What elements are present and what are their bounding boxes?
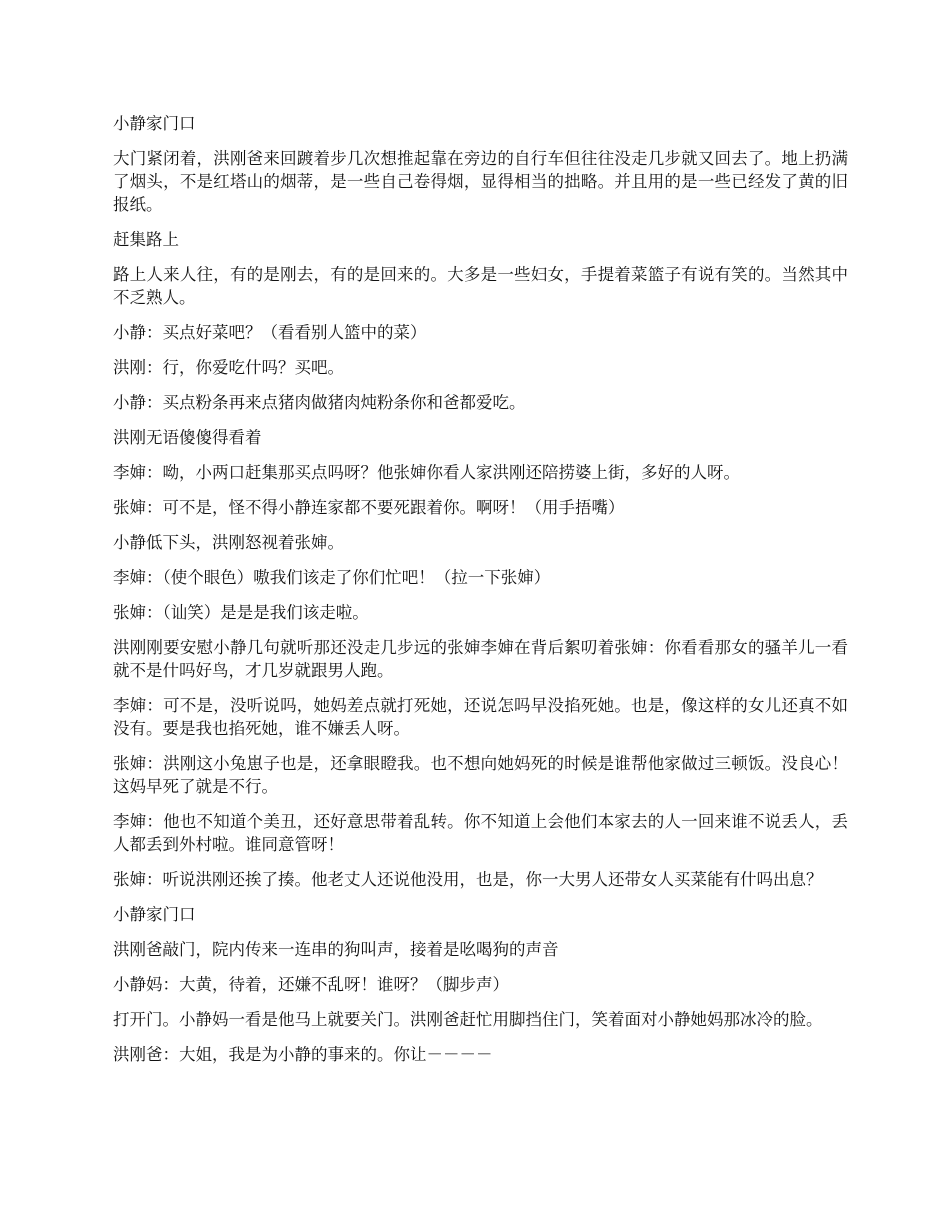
dialogue-line: 张婶：洪刚这小兔崽子也是，还拿眼瞪我。也不想向她妈死的时候是谁帮他家做过三顿饭。没良心！这妈早死了就是不行。	[113, 754, 848, 796]
dialogue-line: 李婶：（使个眼色）嗷我们该走了你们忙吧！（拉一下张婶）	[113, 568, 551, 587]
dialogue-line: 李婶：他也不知道个美丑，还好意思带着乱转。你不知道上会他们本家去的人一回来谁不说丢人，丢人都丢到外村啦。谁同意管呀！	[113, 812, 848, 854]
narration-paragraph: 打开门。小静妈一看是他马上就要关门。洪刚爸赶忙用脚挡住门，笑着面对小静她妈那冰冷的脸。	[113, 1010, 823, 1029]
dialogue-line: 小静：买点粉条再来点猪肉做猪肉炖粉条你和爸都爱吃。	[113, 393, 526, 412]
dialogue-line: 小静妈：大黄，待着，还嫌不乱呀！谁呀？（脚步声）	[113, 975, 509, 994]
narration-paragraph: 洪刚无语傻傻得看着	[113, 428, 262, 447]
dialogue-line: 张婶：（讪笑）是是是我们该走啦。	[113, 603, 369, 622]
document-page	[113, 112, 848, 1078]
dialogue-line: 小静：买点好菜吧？（看看别人篮中的菜）	[113, 323, 427, 342]
narration-paragraph: 洪刚刚要安慰小静几句就听那还没走几步远的张婶李婶在背后絮叨着张婶：你看看那女的骚羊儿一看就不是什吗好鸟，才几岁就跟男人跑。	[113, 638, 848, 680]
scene-heading: 小静家门口	[113, 114, 196, 133]
dialogue-line: 洪刚爸：大姐，我是为小静的事来的。你让－－－－	[113, 1045, 493, 1064]
narration-paragraph: 小静低下头，洪刚怒视着张婶。	[113, 533, 344, 552]
dialogue-line: 张婶：听说洪刚还挨了揍。他老丈人还说他没用，也是，你一大男人还带女人买菜能有什吗出息？	[113, 870, 823, 889]
dialogue-line: 李婶：呦，小两口赶集那买点吗呀？他张婶你看人家洪刚还陪捞婆上街，多好的人呀。	[113, 463, 740, 482]
dialogue-line: 李婶：可不是，没听说吗，她妈差点就打死她，还说怎吗早没掐死她。也是，像这样的女儿还真不如没有。要是我也掐死她，谁不嫌丢人呀。	[113, 696, 848, 738]
scene-heading: 赶集路上	[113, 230, 179, 249]
scene-heading: 小静家门口	[113, 905, 196, 924]
narration-paragraph: 路上人来人往，有的是刚去，有的是回来的。大多是一些妇女，手提着菜篮子有说有笑的。当然其中不乏熟人。	[113, 265, 848, 307]
dialogue-line: 洪刚：行，你爱吃什吗？买吧。	[113, 358, 344, 377]
narration-paragraph: 洪刚爸敲门，院内传来一连串的狗叫声，接着是吆喝狗的声音	[113, 940, 559, 959]
dialogue-line: 张婶：可不是，怪不得小静连家都不要死跟着你。啊呀！（用手捂嘴）	[113, 498, 625, 517]
narration-paragraph: 大门紧闭着，洪刚爸来回踱着步几次想推起靠在旁边的自行车但往往没走几步就又回去了。地上扔满了烟头，不是红塔山的烟蒂，是一些自己卷得烟，显得相当的拙略。并且用的是一些已经发了黄的旧报纸。	[113, 149, 848, 214]
